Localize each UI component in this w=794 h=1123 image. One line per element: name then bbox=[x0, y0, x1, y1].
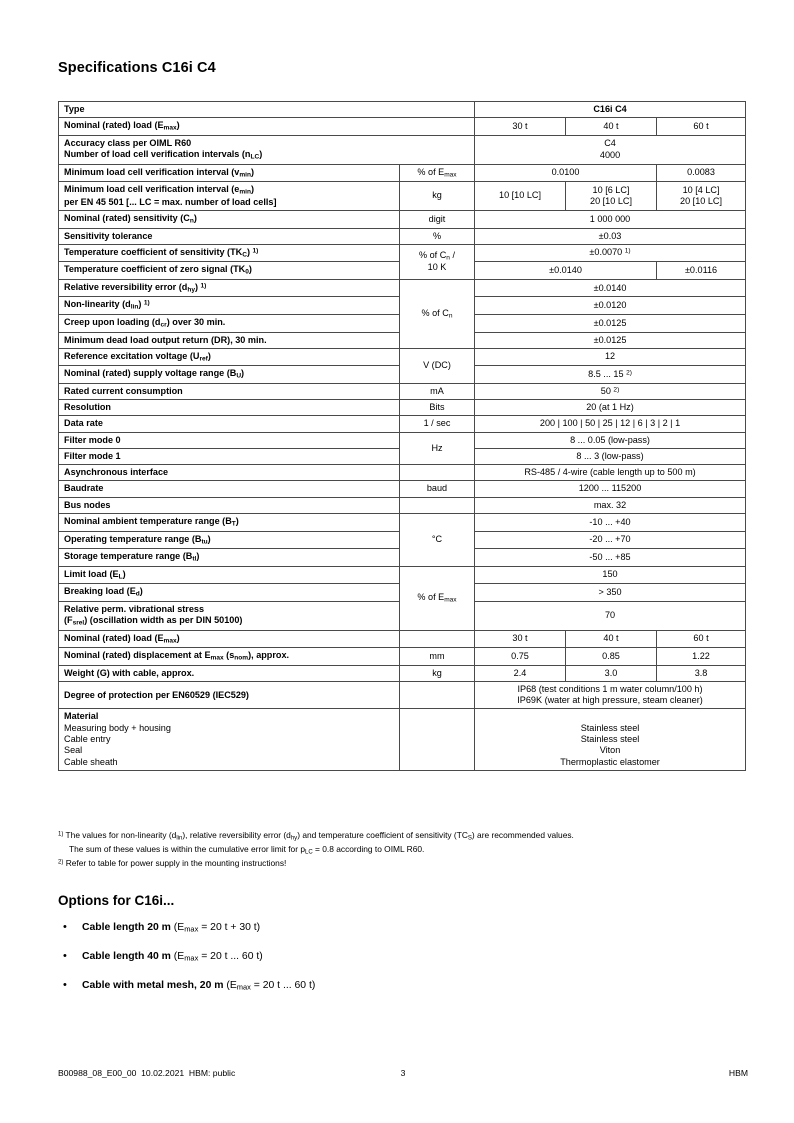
row-unit-bus-nodes bbox=[400, 497, 475, 513]
row-label-tkc: Temperature coefficient of sensitivity $(TK_C)$ $^{1)}$ bbox=[59, 244, 400, 262]
row-value-dhy: ±0.0140 bbox=[475, 279, 746, 297]
footnote-1-line-2: The sum of these values is within the cumulative error limit for $p_{LC} = 0.8$ according to OIML R60. bbox=[69, 844, 425, 856]
row-value-storage-temp: -50 ... +85 bbox=[475, 549, 746, 567]
row-value-uref: 12 bbox=[475, 348, 746, 366]
row-value-tkc: ±0.0070 $^{1)}$ bbox=[475, 244, 746, 262]
row-unit-protection bbox=[400, 681, 475, 709]
row-value-protection: IP68 (test conditions 1 m water column/100 h) IP69K (water at high pressure, steam cleaner) bbox=[475, 681, 746, 709]
row-unit-displacement: mm bbox=[400, 648, 475, 666]
footer-company-logo: HBM bbox=[728, 1068, 748, 1078]
row-label-breaking-load: Breaking load $(E_d)$ bbox=[59, 584, 400, 602]
row-value-sensitivity: 1 000 000 bbox=[475, 210, 746, 228]
row-value-dead-load-return: ±0.0125 bbox=[475, 332, 746, 348]
row-value-ambient-temp: -10 ... +40 bbox=[475, 514, 746, 532]
row-value-creep: ±0.0125 bbox=[475, 314, 746, 332]
table-row-displacement bbox=[59, 648, 746, 666]
row-unit-hz: Hz bbox=[400, 432, 475, 465]
table-row-bus-nodes bbox=[59, 497, 746, 513]
row-label-protection: Degree of protection per EN60529 (IEC529) bbox=[59, 681, 400, 709]
table-row-baudrate bbox=[59, 481, 746, 497]
row-unit-celsius: °C bbox=[400, 514, 475, 567]
table-row-sensitivity bbox=[59, 210, 746, 228]
table-row-emin bbox=[59, 182, 746, 211]
table-row-vmin bbox=[59, 164, 746, 182]
row-label-filter-mode-1: Filter mode 1 bbox=[59, 448, 400, 464]
cell-tk0-a: ±0.0140 bbox=[475, 262, 657, 280]
table-row-dhy bbox=[59, 279, 746, 297]
row-label-supply-voltage: Nominal (rated) supply voltage range $(B_U)$ bbox=[59, 366, 400, 384]
row-unit-percent-emax: % of $E_{max}$ bbox=[400, 566, 475, 630]
table-row-nominal-load bbox=[59, 118, 746, 136]
row-label-nominal-load: Nominal (rated) load $(E_{max})$ bbox=[59, 118, 475, 136]
row-value-baudrate: 1200 ... 115200 bbox=[475, 481, 746, 497]
table-row-limit-load bbox=[59, 566, 746, 584]
row-label-tk0: Temperature coefficient of zero signal $(TK_0)$ bbox=[59, 262, 400, 280]
table-row-type bbox=[59, 102, 746, 118]
cell-weight-40: 3.0 bbox=[566, 665, 657, 681]
table-row-async-interface bbox=[59, 465, 746, 481]
row-label-material: Material Measuring body + housing Cable entry Seal Cable sheath bbox=[59, 709, 400, 770]
row-label-nominal-load-2: Nominal (rated) load $(E_{max})$ bbox=[59, 630, 400, 648]
cell-weight-60: 3.8 bbox=[657, 665, 746, 681]
list-item: • Cable length 20 m ($E_{max} = 20$ t + 30 t) bbox=[58, 922, 315, 935]
cell-displacement-60: 1.22 bbox=[657, 648, 746, 666]
table-row-nominal-load-2 bbox=[59, 630, 746, 648]
row-value-supply-voltage: 8.5 ... 15 $^{2)}$ bbox=[475, 366, 746, 384]
table-row-filter-mode-0 bbox=[59, 432, 746, 448]
row-unit-material bbox=[400, 709, 475, 770]
footnotes bbox=[58, 829, 748, 869]
row-label-emin: Minimum load cell verification interval $(e_{min})$ per EN 45 501 [... LC = max. number of load cells] bbox=[59, 182, 400, 211]
cell-nominal-load2-60: 60 t bbox=[657, 630, 746, 648]
row-label-accuracy-class: Accuracy class per OIML R60 Number of load cell verification intervals $(n_{LC})$ bbox=[59, 135, 475, 164]
cell-tk0-b: ±0.0116 bbox=[657, 262, 746, 280]
row-label-ambient-temp: Nominal ambient temperature range $(B_T)$ bbox=[59, 514, 400, 532]
list-item: • Cable length 40 m ($E_{max} = 20$ t ... 60 t) bbox=[58, 951, 315, 964]
row-label-limit-load: Limit load $(E_L)$ bbox=[59, 566, 400, 584]
row-value-sensitivity-tolerance: ±0.03 bbox=[475, 228, 746, 244]
table-row-tkc bbox=[59, 244, 746, 262]
row-unit-weight: kg bbox=[400, 665, 475, 681]
cell-vmin-b: 0.0083 bbox=[657, 164, 746, 182]
options-title: Options for C16i... bbox=[58, 893, 175, 908]
row-value-data-rate: 200 | 100 | 50 | 25 | 12 | 6 | 3 | 2 | 1 bbox=[475, 416, 746, 432]
row-unit-temperature-coefficient: % of $C_n$ / 10 K bbox=[400, 244, 475, 279]
list-item: • Cable with metal mesh, 20 m ($E_{max} = 20$ t ... 60 t) bbox=[58, 980, 315, 993]
row-value-resolution: 20 (at 1 Hz) bbox=[475, 400, 746, 416]
row-label-data-rate: Data rate bbox=[59, 416, 400, 432]
row-label-creep: Creep upon loading $(d_{cr})$ over 30 min. bbox=[59, 314, 400, 332]
row-unit-vmin: % of $E_{max}$ bbox=[400, 164, 475, 182]
footer-document-id: B00988_08_E00_00 10.02.2021 HBM: public bbox=[58, 1068, 236, 1078]
cell-emin-30: 10 [10 LC] bbox=[475, 182, 566, 211]
row-unit-async-interface bbox=[400, 465, 475, 481]
table-row-current bbox=[59, 383, 746, 399]
cell-load-40: 40 t bbox=[566, 118, 657, 136]
row-label-dhy: Relative reversibility error $(d_{hy})$ $^{1)}$ bbox=[59, 279, 400, 297]
cell-nominal-load2-40: 40 t bbox=[566, 630, 657, 648]
row-unit-baudrate: baud bbox=[400, 481, 475, 497]
footnote-1: $^{1)}$ The values for non-linearity $(d_{lin})$, relative reversibility error $(d_{hy})$ and temperature coefficient of sensitivity $(TC_S)$ are recommended values. bbox=[58, 830, 574, 842]
row-label-bus-nodes: Bus nodes bbox=[59, 497, 400, 513]
row-label-sensitivity: Nominal (rated) sensitivity $(C_n)$ bbox=[59, 210, 400, 228]
row-unit-percent-cn: % of $C_n$ bbox=[400, 279, 475, 348]
row-value-accuracy-class: C4 4000 bbox=[475, 135, 746, 164]
cell-nominal-load2-30: 30 t bbox=[475, 630, 566, 648]
row-label-type: Type bbox=[59, 102, 475, 118]
row-value-type: C16i C4 bbox=[475, 102, 746, 118]
row-value-filter-mode-1: 8 ... 3 (low-pass) bbox=[475, 448, 746, 464]
row-unit-sensitivity-tolerance: % bbox=[400, 228, 475, 244]
row-label-operating-temp: Operating temperature range $(B_{tu})$ bbox=[59, 531, 400, 549]
page-title: Specifications C16i C4 bbox=[58, 60, 216, 76]
cell-emin-40: 10 [6 LC] 20 [10 LC] bbox=[566, 182, 657, 211]
cell-load-30: 30 t bbox=[475, 118, 566, 136]
row-label-dlin: Non-linearity $(d_{lin})$ $^{1)}$ bbox=[59, 297, 400, 315]
row-label-sensitivity-tolerance: Sensitivity tolerance bbox=[59, 228, 400, 244]
row-unit-current: mA bbox=[400, 383, 475, 399]
row-unit-data-rate: 1 / sec bbox=[400, 416, 475, 432]
table-row-resolution bbox=[59, 400, 746, 416]
cell-vmin-a: 0.0100 bbox=[475, 164, 657, 182]
footer-page-number: 3 bbox=[400, 1068, 406, 1078]
table-row-data-rate bbox=[59, 416, 746, 432]
row-label-displacement: Nominal (rated) displacement at $E_{max}$ $(s_{nom})$, approx. bbox=[59, 648, 400, 666]
cell-weight-30: 2.4 bbox=[475, 665, 566, 681]
table-row-uref bbox=[59, 348, 746, 366]
table-row-material bbox=[59, 709, 746, 770]
row-label-async-interface: Asynchronous interface bbox=[59, 465, 400, 481]
cell-load-60: 60 t bbox=[657, 118, 746, 136]
table-row-ambient-temp bbox=[59, 514, 746, 532]
cell-displacement-40: 0.85 bbox=[566, 648, 657, 666]
row-value-operating-temp: -20 ... +70 bbox=[475, 531, 746, 549]
footnote-2: $^{2)}$ Refer to table for power supply in the mounting instructions! bbox=[58, 858, 287, 869]
cell-emin-60: 10 [4 LC] 20 [10 LC] bbox=[657, 182, 746, 211]
row-value-dlin: ±0.0120 bbox=[475, 297, 746, 315]
row-value-material: Stainless steel Stainless steel Viton Thermoplastic elastomer bbox=[475, 709, 746, 770]
row-unit-sensitivity: digit bbox=[400, 210, 475, 228]
row-value-current: 50 $^{2)}$ bbox=[475, 383, 746, 399]
row-label-vibrational-stress: Relative perm. vibrational stress $(F_{srel})$ (oscillation width as per DIN 50100) bbox=[59, 601, 400, 630]
row-value-bus-nodes: max. 32 bbox=[475, 497, 746, 513]
row-label-baudrate: Baudrate bbox=[59, 481, 400, 497]
table-row-accuracy-class bbox=[59, 135, 746, 164]
cell-displacement-30: 0.75 bbox=[475, 648, 566, 666]
table-row-sensitivity-tolerance bbox=[59, 228, 746, 244]
row-unit-resolution: Bits bbox=[400, 400, 475, 416]
table-row-weight bbox=[59, 665, 746, 681]
row-label-storage-temp: Storage temperature range $(B_{tl})$ bbox=[59, 549, 400, 567]
row-label-filter-mode-0: Filter mode 0 bbox=[59, 432, 400, 448]
options-list bbox=[58, 922, 315, 1009]
row-unit-vdc: V (DC) bbox=[400, 348, 475, 383]
row-label-dead-load-return: Minimum dead load output return (DR), 30 min. bbox=[59, 332, 400, 348]
row-label-uref: Reference excitation voltage $(U_{ref})$ bbox=[59, 348, 400, 366]
row-label-current: Rated current consumption bbox=[59, 383, 400, 399]
row-value-filter-mode-0: 8 ... 0.05 (low-pass) bbox=[475, 432, 746, 448]
row-label-vmin: Minimum load cell verification interval $(v_{min})$ bbox=[59, 164, 400, 182]
row-value-limit-load: 150 bbox=[475, 566, 746, 584]
row-unit-emin: kg bbox=[400, 182, 475, 211]
row-value-async-interface: RS-485 / 4-wire (cable length up to 500 m) bbox=[475, 465, 746, 481]
row-value-vibrational-stress: 70 bbox=[475, 601, 746, 630]
row-label-resolution: Resolution bbox=[59, 400, 400, 416]
specifications-table bbox=[58, 101, 746, 771]
row-unit-nominal-load-2 bbox=[400, 630, 475, 648]
row-value-breaking-load: > 350 bbox=[475, 584, 746, 602]
row-label-weight: Weight (G) with cable, approx. bbox=[59, 665, 400, 681]
table-row-protection bbox=[59, 681, 746, 709]
